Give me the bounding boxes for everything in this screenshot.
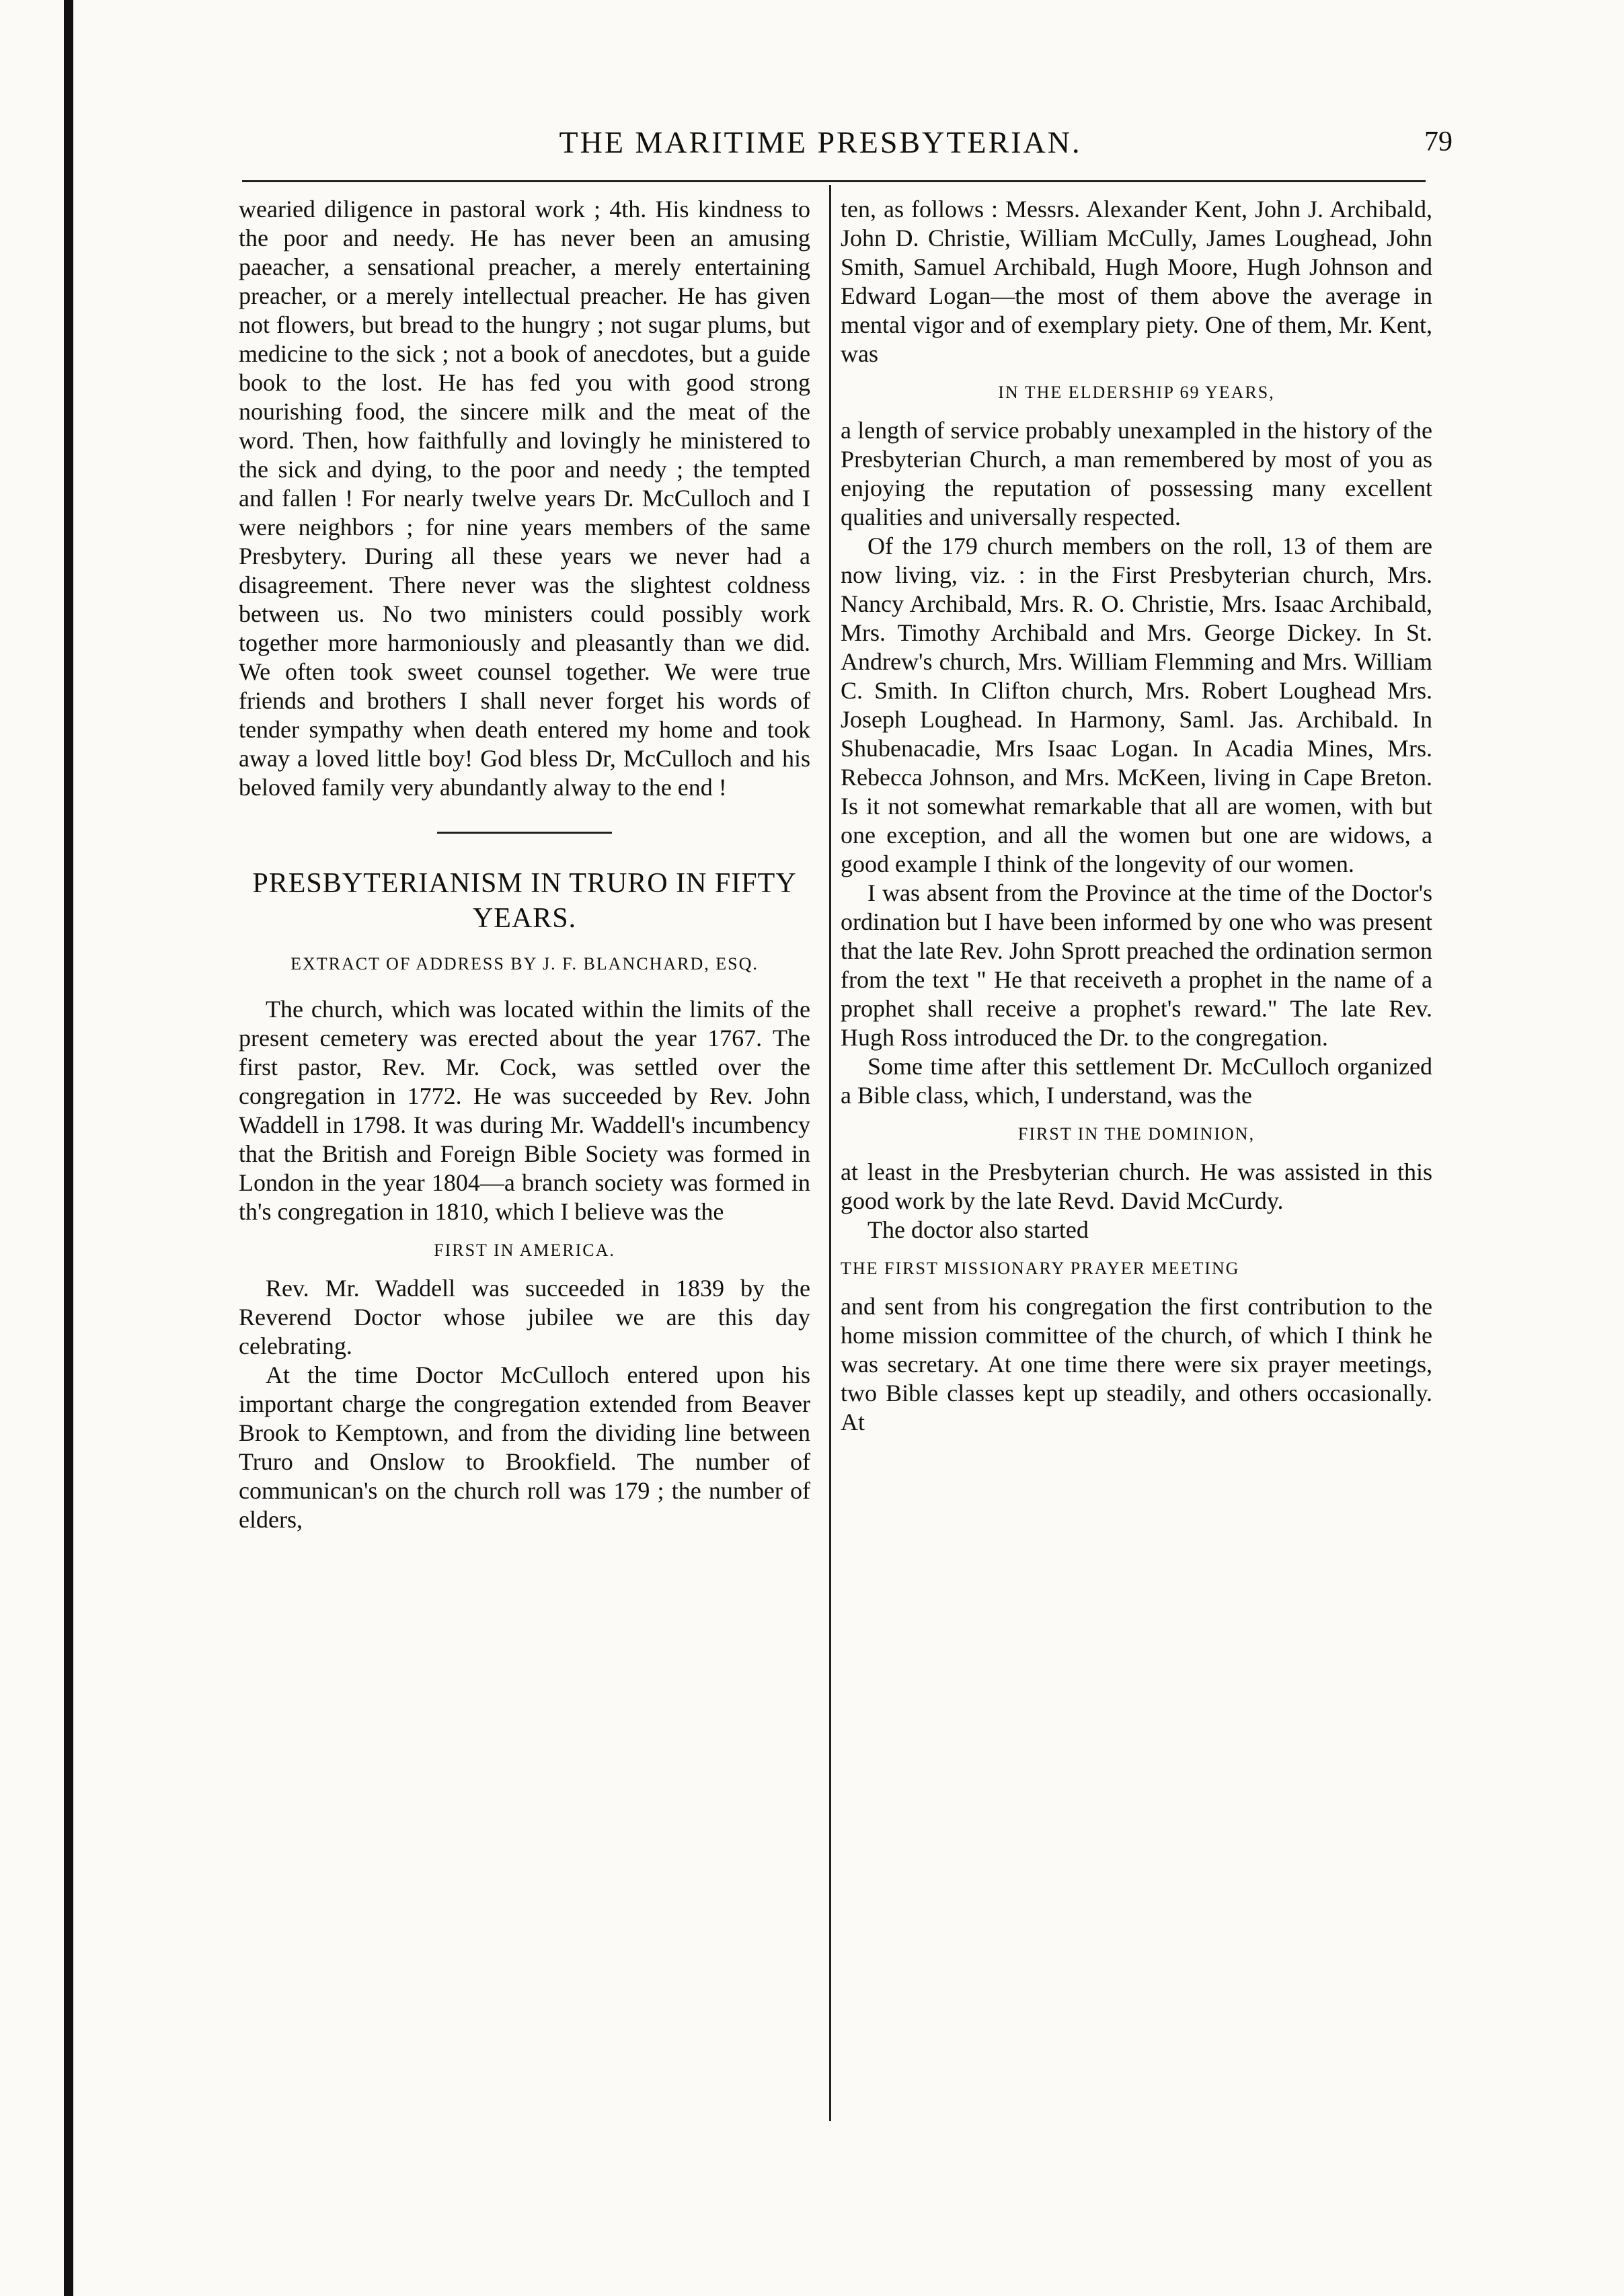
paragraph-bible-class: Some time after this settlement Dr. McCulloch organized a Bible class, which, I understand, was the [841,1053,1432,1109]
paragraph-waddell: Rev. Mr. Waddell was succeeded in 1839 by the Reverend Doctor whose jubilee we are this day celebrating. [239,1275,810,1359]
subhead-first-in-america: FIRST IN AMERICA. [434,1240,615,1260]
right-column [841,195,1432,1437]
page-number: 79 [1424,126,1453,157]
binding-edge [64,0,73,2296]
paragraph-charge: At the time Doctor McCulloch entered upon his important charge the congregation extended from Beaver Brook to Kemptown, and from the dividing line between Truro and Onslow to Brookfield. The number of communican's on the church roll was 179 ; the number of elders, [239,1361,810,1533]
paragraph-length: a length of service probably unexampled in the history of the Presbyterian Church, a man remembered by most of you as enjoying the reputation of possessing many excellent qualities and universally respected. [841,417,1432,530]
section-divider [437,832,612,834]
column-divider [829,185,831,2121]
paragraph-church: The church, which was located within the limits of the present cemetery was erected about the year 1767. The first pastor, Rev. Mr. Cock, was settled over the congregation in 1772. He was succeeded by Rev. John Waddell in 1798. It was during Mr. Waddell's incumbency that the British and Foreign Bible Society was formed in London in the year 1804—a branch society was formed in th's congregation in 1810, which I believe was the [239,996,810,1225]
header-rule [242,180,1426,182]
paragraph-members: Of the 179 church members on the roll, 13 of them are now living, viz. : in the First Presbyterian church, Mrs. Nancy Archibald, Mrs. R. O. Christie, Mrs. Isaac Archibald, Mrs. Timothy Archibald and Mrs. George Dickey. In St. Andrew's church, Mrs. William Flemming and Mrs. William C. Smith. In Clifton church, Mrs. Robert Loughead Mrs. Joseph Loughead. In Harmony, Saml. Jas. Archibald. In Shubenacadie, Mrs Isaac Logan. In Acadia Mines, Mrs. Rebecca Johnson, and Mrs. McKeen, living in Cape Breton. Is it not somewhat remarkable that all are women, with but one exception, and all the women but one are widows, a good example I think of the longevity of our women. [841,532,1432,877]
article-byline: EXTRACT OF ADDRESS BY J. F. BLANCHARD, ESQ. [291,954,759,974]
paragraph-started: The doctor also started [867,1216,1089,1243]
paragraph-sent: and sent from his congregation the first contribution to the home mission committee of the church, of which I think he was secretary. At one time there were six prayer meetings, two Bible classes kept up steadily, and others occasionally. At [841,1293,1432,1435]
subhead-eldership: IN THE ELDERSHIP 69 YEARS, [998,383,1275,402]
paragraph-absent: I was absent from the Province at the time of the Doctor's ordination but I have been informed by one who was present that the late Rev. John Sprott preached the ordination sermon from the text " He that receiveth a prophet in the name of a prophet shall receive a prophet's reward." The late Rev. Hugh Ross introduced the Dr. to the congregation. [841,879,1432,1051]
subhead-first-in-dominion: FIRST IN THE DOMINION, [1017,1124,1255,1144]
paragraph-elders: ten, as follows : Messrs. Alexander Kent, John J. Archibald, John D. Christie, William McCully, James Loughead, John Smith, Samuel Archibald, Hugh Moore, Hugh Johnson and Edward Logan—the most of them above the average in mental vigor and of exemplary piety. One of them, Mr. Kent, was [841,196,1432,367]
page-header [215,124,1453,165]
paragraph-pastoral: wearied diligence in pastoral work ; 4th. His kindness to the poor and needy. He has never been an amusing paeacher, a sensational preacher, a merely entertaining preacher, or a merely intellectual preacher. He has given not flowers, but bread to the hungry ; not sugar plums, but medicine to the sick ; not a book of anecdotes, but a guide book to the lost. He has fed you with good strong nourishing food, the sincere milk and the meat of the word. Then, how faithfully and lovingly he ministered to the sick and dying, to the poor and needy ; the tempted and fallen ! For nearly twelve years Dr. McCulloch and I were neighbors ; for nine years members of the same Presbytery. During all these years we never had a disagreement. There never was the slightest coldness between us. No two ministers could possibly work together more harmoniously and pleasantly than we did. We often took sweet counsel together. We were true friends and brothers I shall never forget his words of tender sympathy when death entered my home and took away a loved little boy! God bless Dr, McCulloch and his beloved family very abundantly alway to the end ! [239,196,810,801]
paragraph-least: at least in the Presbyterian church. He was assisted in this good work by the late Revd. David McCurdy. [841,1158,1432,1214]
page-title: THE MARITIME PRESBYTERIAN. [559,125,1082,159]
subhead-prayer-meeting: THE FIRST MISSIONARY PRAYER MEETING [841,1259,1240,1278]
left-column [239,195,810,1534]
article-title: PRESBYTERIANISM IN TRURO IN FIFTY YEARS. [252,868,797,934]
